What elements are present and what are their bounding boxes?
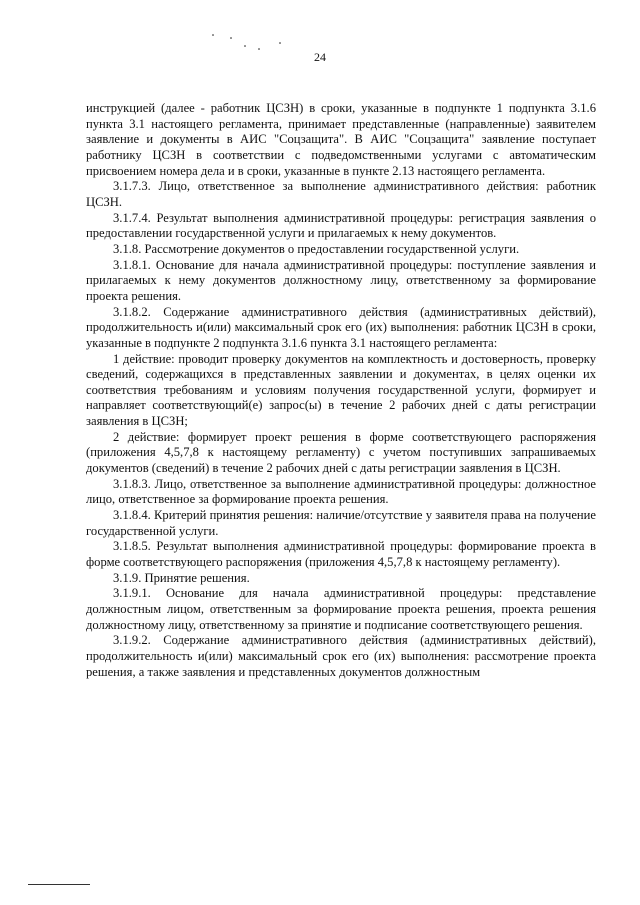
paragraph: 3.1.8.2. Содержание административного действия (административных действий), продолжительность и(или) максимальный срок его (их) выполнения: работник ЦСЗН в сроки, указанные в подпункте 2 подпункта 3.1.6 пункта 3.1 настоящего регламента:	[86, 304, 596, 350]
paragraph: инструкцией (далее - работник ЦСЗН) в сроки, указанные в подпункте 1 подпункта 3.1.6 пункта 3.1 настоящего регламента, принимает представленные (направленные) заявителем заявление и документы в АИС "Соцзащита". В АИС "Соцзащита" заявление поступает работнику ЦСЗН в соответствии с подведомственными услугами с автоматическим присвоением номера дела и в сроки, указанные в пункте 2.13 настоящего регламента.	[86, 101, 596, 178]
page-number: 24	[314, 50, 326, 64]
paragraph: 3.1.9.2. Содержание административного действия (административных действий), продолжительность и(или) максимальный срок его (их) выполнения: рассмотрение проекта решения, а также заявления и представленных документов должностным	[86, 633, 596, 679]
paragraph: 3.1.8.5. Результат выполнения административной процедуры: формирование проекта в форме соответствующего распоряжения (приложения 4,5,7,8 к настоящему регламенту).	[86, 539, 596, 570]
paragraph: 3.1.7.4. Результат выполнения административной процедуры: регистрация заявления о предоставлении государственной услуги и прилагаемых к нему документов.	[86, 210, 596, 241]
document-body	[86, 101, 596, 680]
footer-rule	[28, 884, 90, 885]
section-heading: 3.1.8. Рассмотрение документов о предоставлении государственной услуги.	[113, 241, 520, 256]
paragraph: 2 действие: формирует проект решения в форме соответствующего распоряжения (приложения 4,5,7,8 к настоящему регламенту) с учетом поступивших запрашиваемых документов (сведений) в течение 2 рабочих дней с даты регистрации заявления в ЦСЗН.	[86, 429, 596, 476]
paragraph: 3.1.8.1. Основание для начала административной процедуры: поступление заявления и прилагаемых к нему документов должностному лицу, ответственному за формирование проекта решения.	[86, 257, 596, 303]
section-heading: 3.1.9. Принятие решения.	[113, 570, 250, 585]
paragraph: 3.1.8.3. Лицо, ответственное за выполнение административной процедуры: должностное лицо, ответственное за формирование проекта решения.	[86, 476, 596, 507]
paragraph: 1 действие: проводит проверку документов на комплектность и достоверность, проверку сведений, содержащихся в представленных заявлении и документах, в целях оценки их соответствия требованиям и условиям получения государственной услуги, формирует и направляет соответствующий(е) запрос(ы) в течение 2 рабочих дней с даты регистрации заявления в ЦСЗН;	[86, 351, 596, 429]
paragraph: 3.1.8.4. Критерий принятия решения: наличие/отсутствие у заявителя права на получение государственной услуги.	[86, 508, 596, 538]
paragraph: 3.1.9.1. Основание для начала административной процедуры: представление должностным лицом, ответственным за формирование проекта решения, проекта решения должностному лицу, ответственному за принятие и подписание соответствующего решения.	[86, 586, 596, 632]
paragraph: 3.1.7.3. Лицо, ответственное за выполнение административного действия: работник ЦСЗН.	[86, 179, 596, 209]
